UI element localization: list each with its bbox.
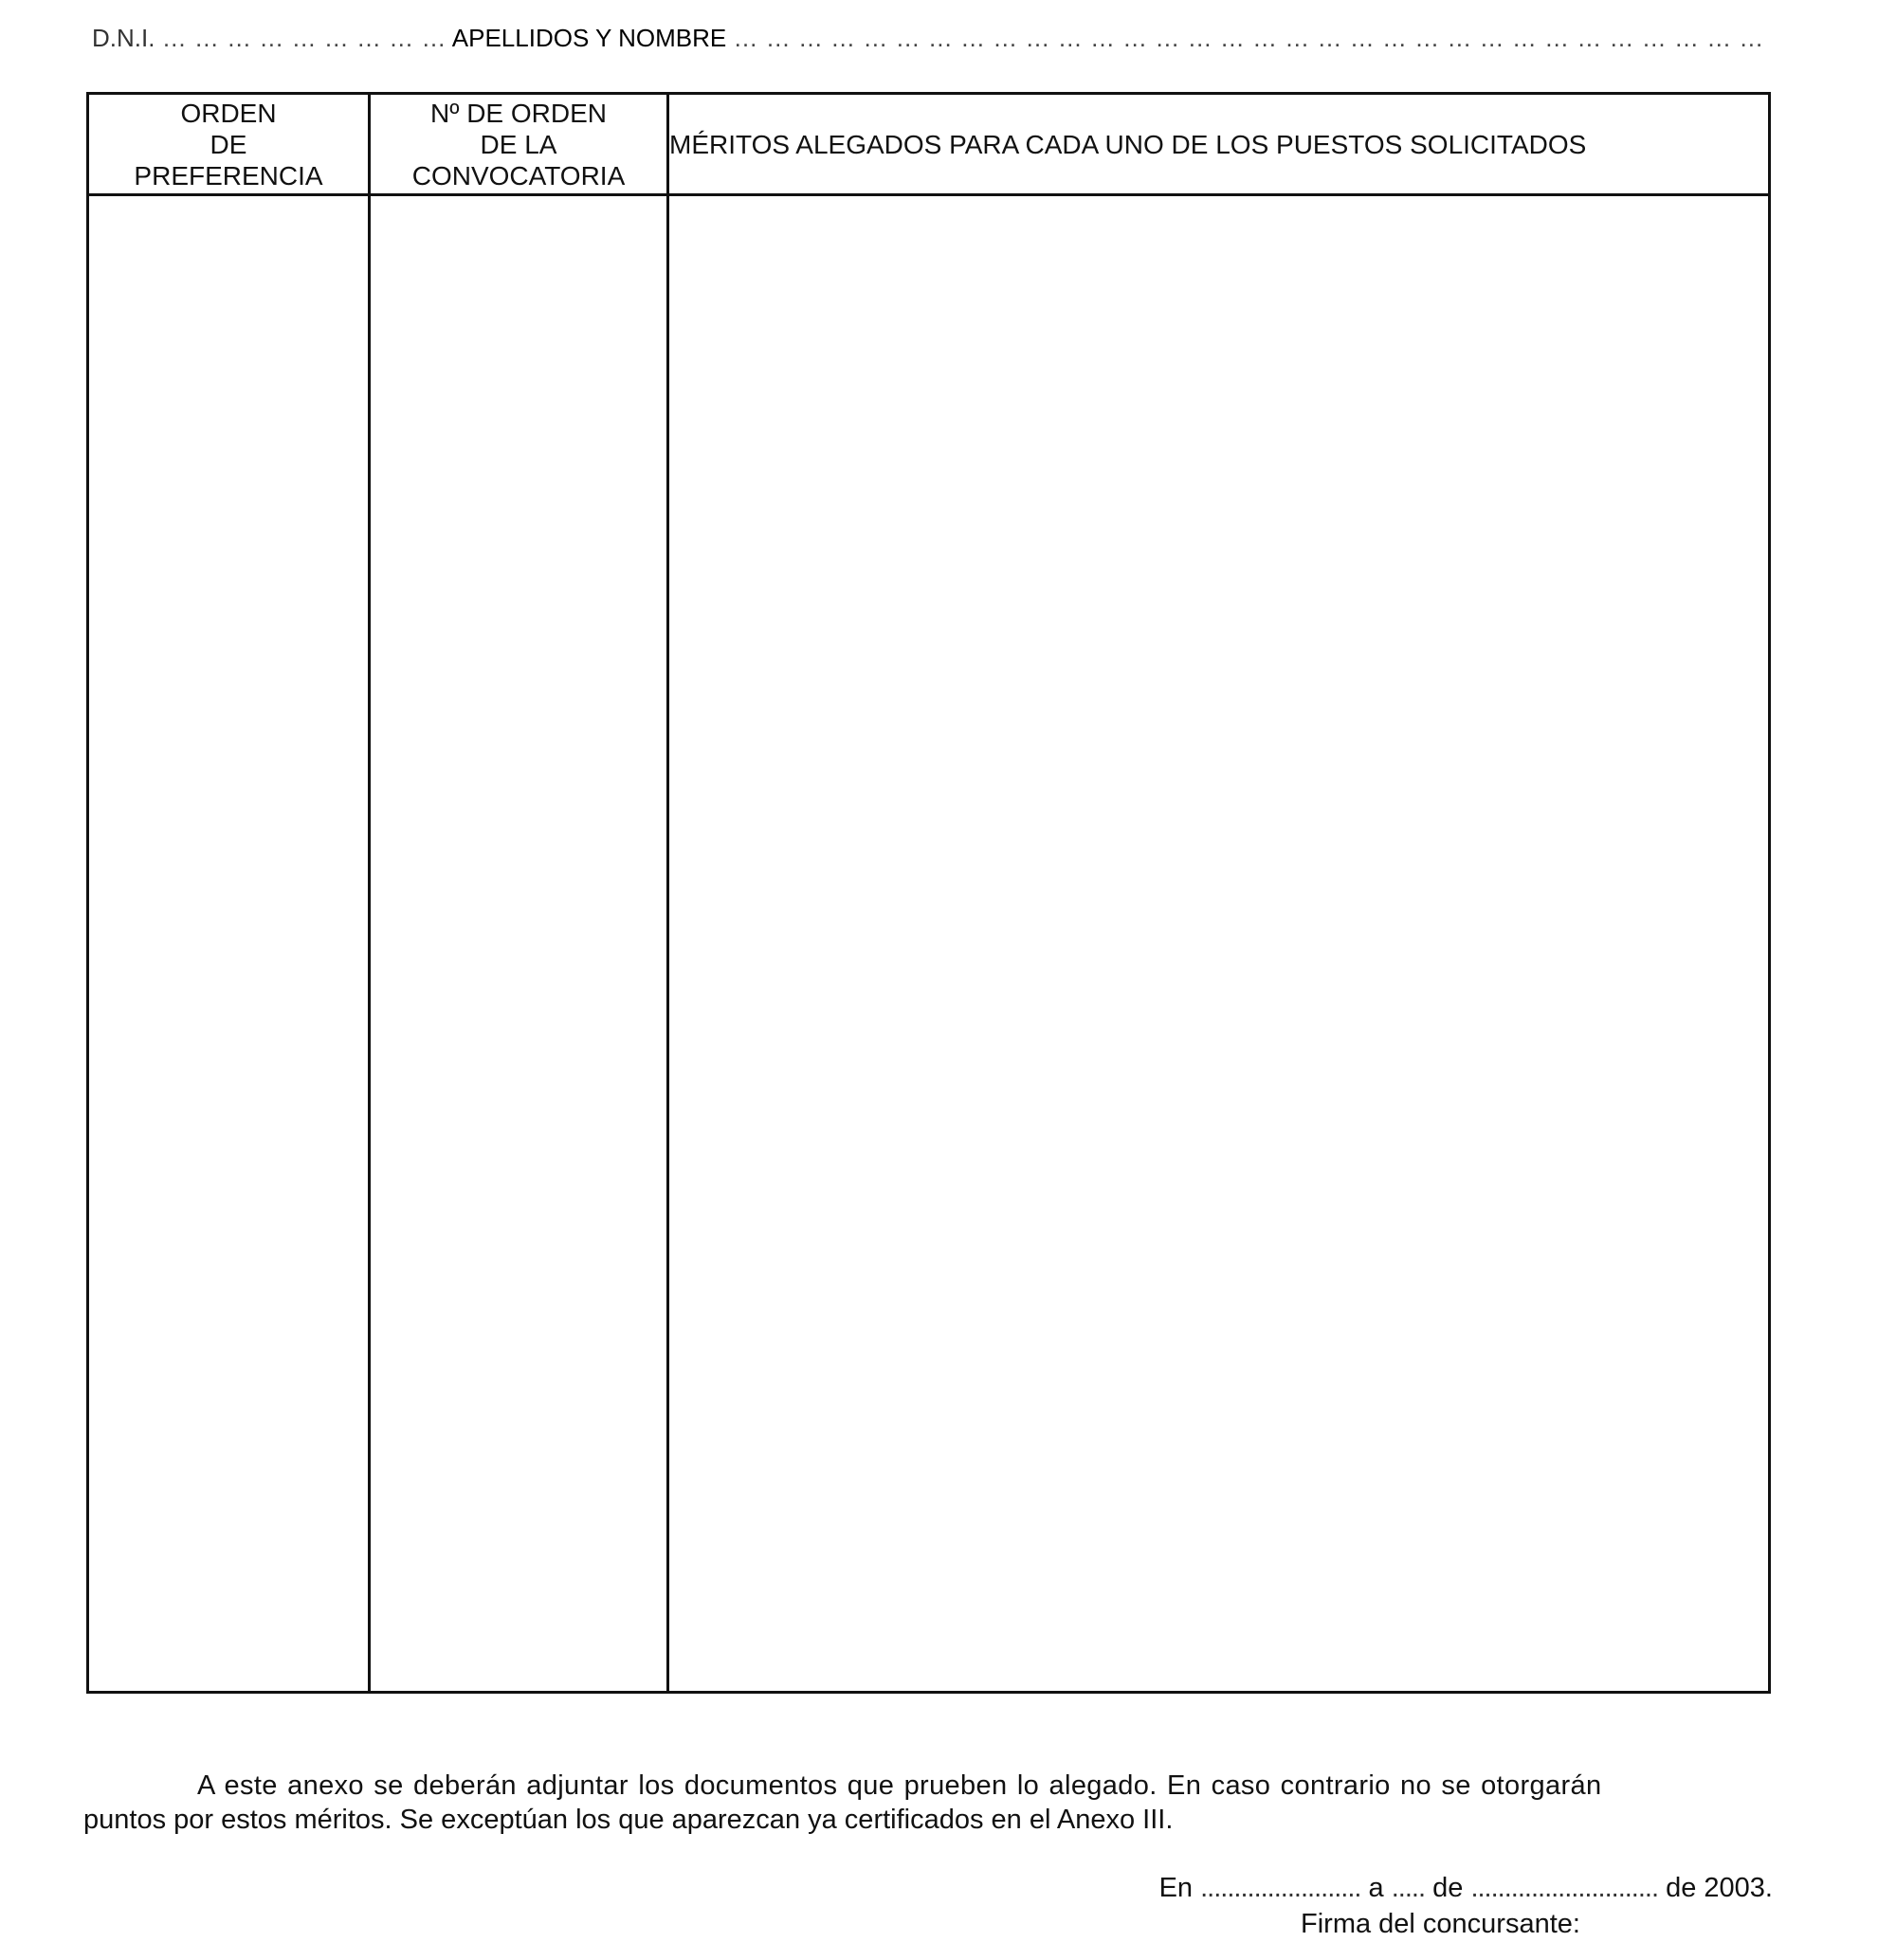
name-field[interactable]: … … … … … … … … … … … … … … … … … … … … … … … … … … … … … … … …: [733, 24, 1764, 52]
merits-cell[interactable]: [669, 196, 1768, 1691]
place-date-line: [1159, 1872, 1773, 1904]
merits-table: [86, 92, 1771, 1694]
en-label: En: [1158, 1873, 1194, 1903]
de-label: de: [1432, 1873, 1464, 1903]
column-header-merits: MÉRITOS ALEGADOS PARA CADA UNO DE LOS PUESTOS SOLICITADOS: [669, 129, 1587, 159]
name-label: APELLIDOS Y NOMBRE: [451, 24, 727, 52]
a-label: a: [1368, 1873, 1384, 1903]
dni-label: D.N.I.: [92, 24, 155, 52]
place-field[interactable]: ........................: [1200, 1873, 1361, 1903]
day-field[interactable]: .....: [1391, 1873, 1426, 1903]
preference-order-cell[interactable]: [89, 196, 368, 1691]
month-field[interactable]: ............................: [1470, 1873, 1659, 1903]
note-line-2: puntos por estos méritos. Se exceptúan los que aparezcan ya certificados en el Anexo III.: [83, 1805, 1174, 1835]
attachment-note: [83, 1769, 1773, 1837]
column-header-call-number: Nº DE ORDEN DE LA CONVOCATORIA: [411, 98, 626, 191]
dni-field[interactable]: … … … … … … … … …: [161, 24, 447, 52]
column-header-preference-order: ORDEN DE PREFERENCIA: [134, 98, 323, 191]
note-line-1: A este anexo se deberán adjuntar los documentos que prueben lo alegado. En caso contrario no se otorgarán: [197, 1770, 1602, 1801]
applicant-id-line: [92, 23, 1764, 53]
year-text: de 2003.: [1666, 1873, 1773, 1903]
signature-label: Firma del concursante:: [1301, 1909, 1580, 1939]
call-number-cell[interactable]: [371, 196, 666, 1691]
